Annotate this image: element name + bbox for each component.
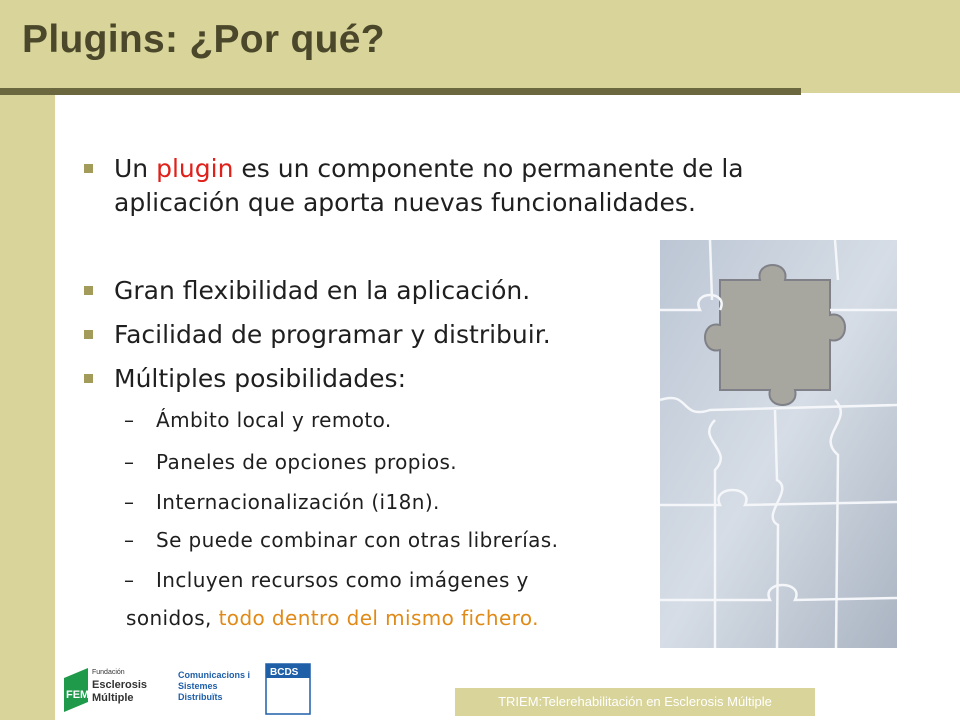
dash-icon: – — [124, 528, 135, 552]
fem-badge-text: FEM — [66, 689, 90, 701]
dash-icon: – — [124, 490, 135, 514]
slide-title: Plugins: ¿Por qué? — [22, 18, 385, 61]
svg-text:Múltiple: Múltiple — [92, 692, 134, 704]
bullet-square-icon — [84, 330, 93, 339]
dash-icon: – — [124, 408, 135, 432]
svg-text:Distribuïts: Distribuïts — [178, 692, 223, 702]
svg-text:Comunicacions i: Comunicacions i — [178, 670, 251, 680]
bullet-square-icon — [84, 164, 93, 173]
svg-text:Esclerosis: Esclerosis — [92, 679, 148, 691]
svg-text:Fundación: Fundación — [92, 669, 125, 676]
svg-text:Sistemes: Sistemes — [178, 681, 218, 691]
ccsd-logo — [178, 670, 250, 702]
left-band — [0, 0, 55, 720]
dash-icon: – — [124, 568, 135, 592]
dash-icon: – — [124, 450, 135, 474]
puzzle-image — [660, 240, 897, 648]
bullet-square-icon — [84, 374, 93, 383]
fem-logo — [64, 668, 147, 712]
title-rule — [0, 88, 801, 95]
plugin-highlight: plugin — [156, 154, 234, 183]
svg-text:BCDS: BCDS — [270, 667, 299, 678]
subitem-continuation: sonidos, todo dentro del mismo fichero. — [126, 606, 539, 630]
same-file-highlight: todo dentro del mismo fichero. — [218, 606, 539, 630]
bcds-logo — [266, 664, 310, 714]
footer-logos — [60, 660, 320, 718]
bullet-square-icon — [84, 286, 93, 295]
footer-label: TRIEM:Telerehabilitación en Esclerosis Múltiple — [455, 688, 815, 716]
